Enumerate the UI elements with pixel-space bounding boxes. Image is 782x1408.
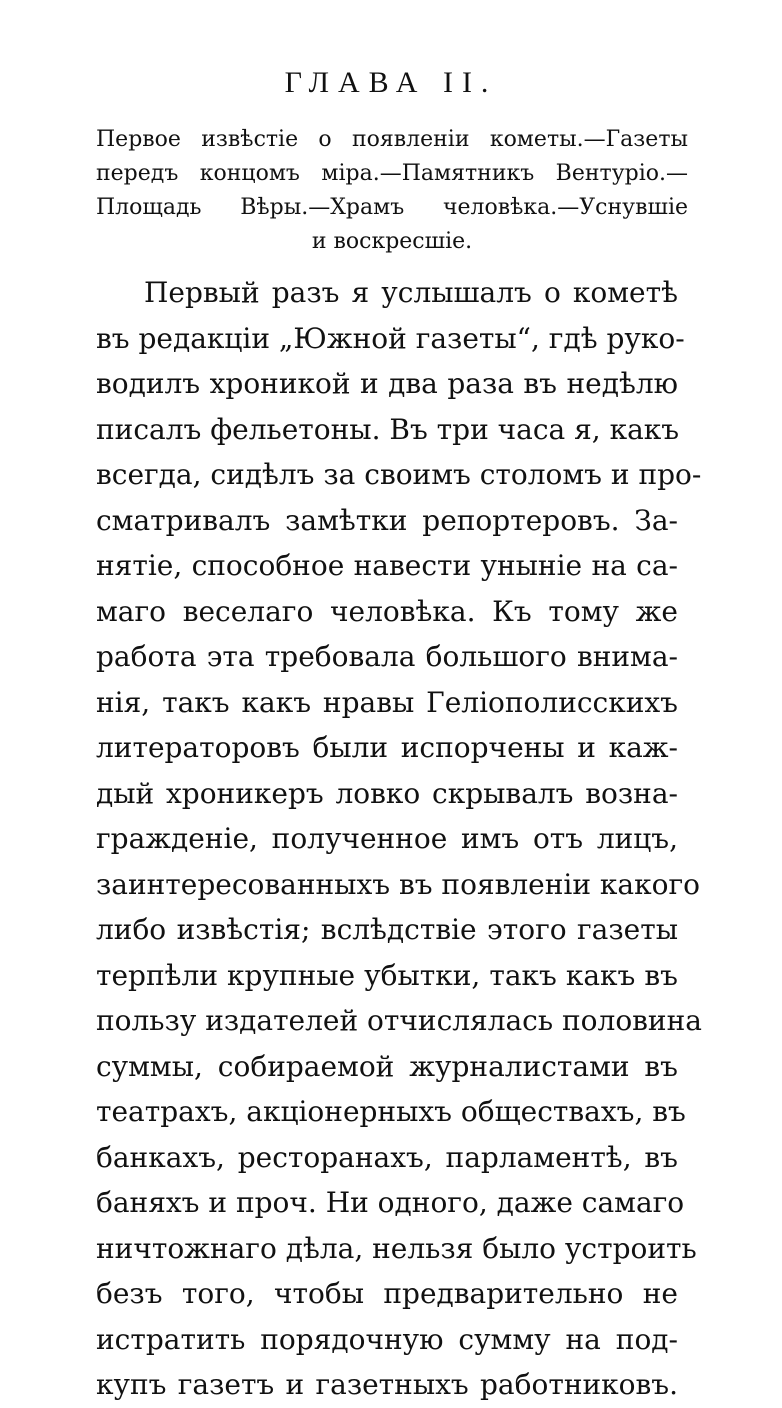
body-line: сматривалъ замѣтки репортеровъ. За-: [96, 503, 678, 537]
body-line: всегда, сидѣлъ за своимъ столомъ и про-: [96, 458, 702, 491]
body-line: водилъ хроникой и два раза въ недѣлю: [96, 367, 678, 400]
body-line: въ редакціи „Южной газеты“, гдѣ руко-: [96, 321, 685, 355]
body-line: терпѣли крупные убытки, такъ какъ въ: [96, 958, 678, 992]
body-line: работа эта требовала большого внима-: [96, 640, 678, 673]
summary-line: Первое извѣстіе о появленіи кометы.—Газеты: [96, 127, 688, 152]
body-line: театрахъ, акціонерныхъ обществахъ, въ: [96, 1095, 686, 1128]
body-line: литераторовъ были испорчены и каж-: [96, 731, 678, 764]
body-line: безъ того, чтобы предварительно не: [96, 1277, 678, 1310]
body-line: заинтересованныхъ въ появленіи какого: [96, 867, 700, 901]
body-line: маго веселаго человѣка. Къ тому же: [96, 594, 678, 628]
chapter-title: ГЛАВА II.: [284, 66, 498, 99]
body-line: Первый разъ я услышалъ о кометѣ: [144, 276, 678, 309]
body-line: банкахъ, ресторанахъ, парламентѣ, въ: [96, 1140, 678, 1174]
summary-line: и воскресшіе.: [311, 229, 473, 254]
body-line: писалъ фельетоны. Въ три часа я, какъ: [96, 412, 680, 446]
body-line: баняхъ и проч. Ни одного, даже самаго: [96, 1186, 685, 1219]
body-line: пользу издателей отчислялась половина: [96, 1004, 702, 1037]
body-text: [96, 270, 702, 1408]
body-line: либо извѣстія; вслѣдствіе этого газеты: [96, 913, 678, 946]
body-line: нятіе, способное навести уныніе на са-: [96, 549, 678, 582]
body-line: нія, такъ какъ нравы Геліополисскихъ: [96, 685, 678, 719]
body-line: ничтожнаго дѣла, нельзя было устроить: [96, 1231, 697, 1265]
chapter-summary: [96, 123, 688, 259]
body-line: истратить порядочную сумму на под-: [96, 1322, 678, 1356]
body-line: гражденіе, полученное имъ отъ лицъ,: [96, 822, 678, 855]
summary-line: Площадь Вѣры.—Храмъ человѣка.—Уснувшіе: [96, 195, 688, 220]
body-line: дый хроникеръ ловко скрывалъ возна-: [96, 776, 678, 810]
body-line: суммы, собираемой журналистами въ: [96, 1049, 678, 1083]
body-line: купъ газетъ и газетныхъ работниковъ.: [96, 1368, 678, 1401]
summary-line: передъ концомъ міра.—Памятникъ Вентуріо.—: [96, 161, 688, 186]
